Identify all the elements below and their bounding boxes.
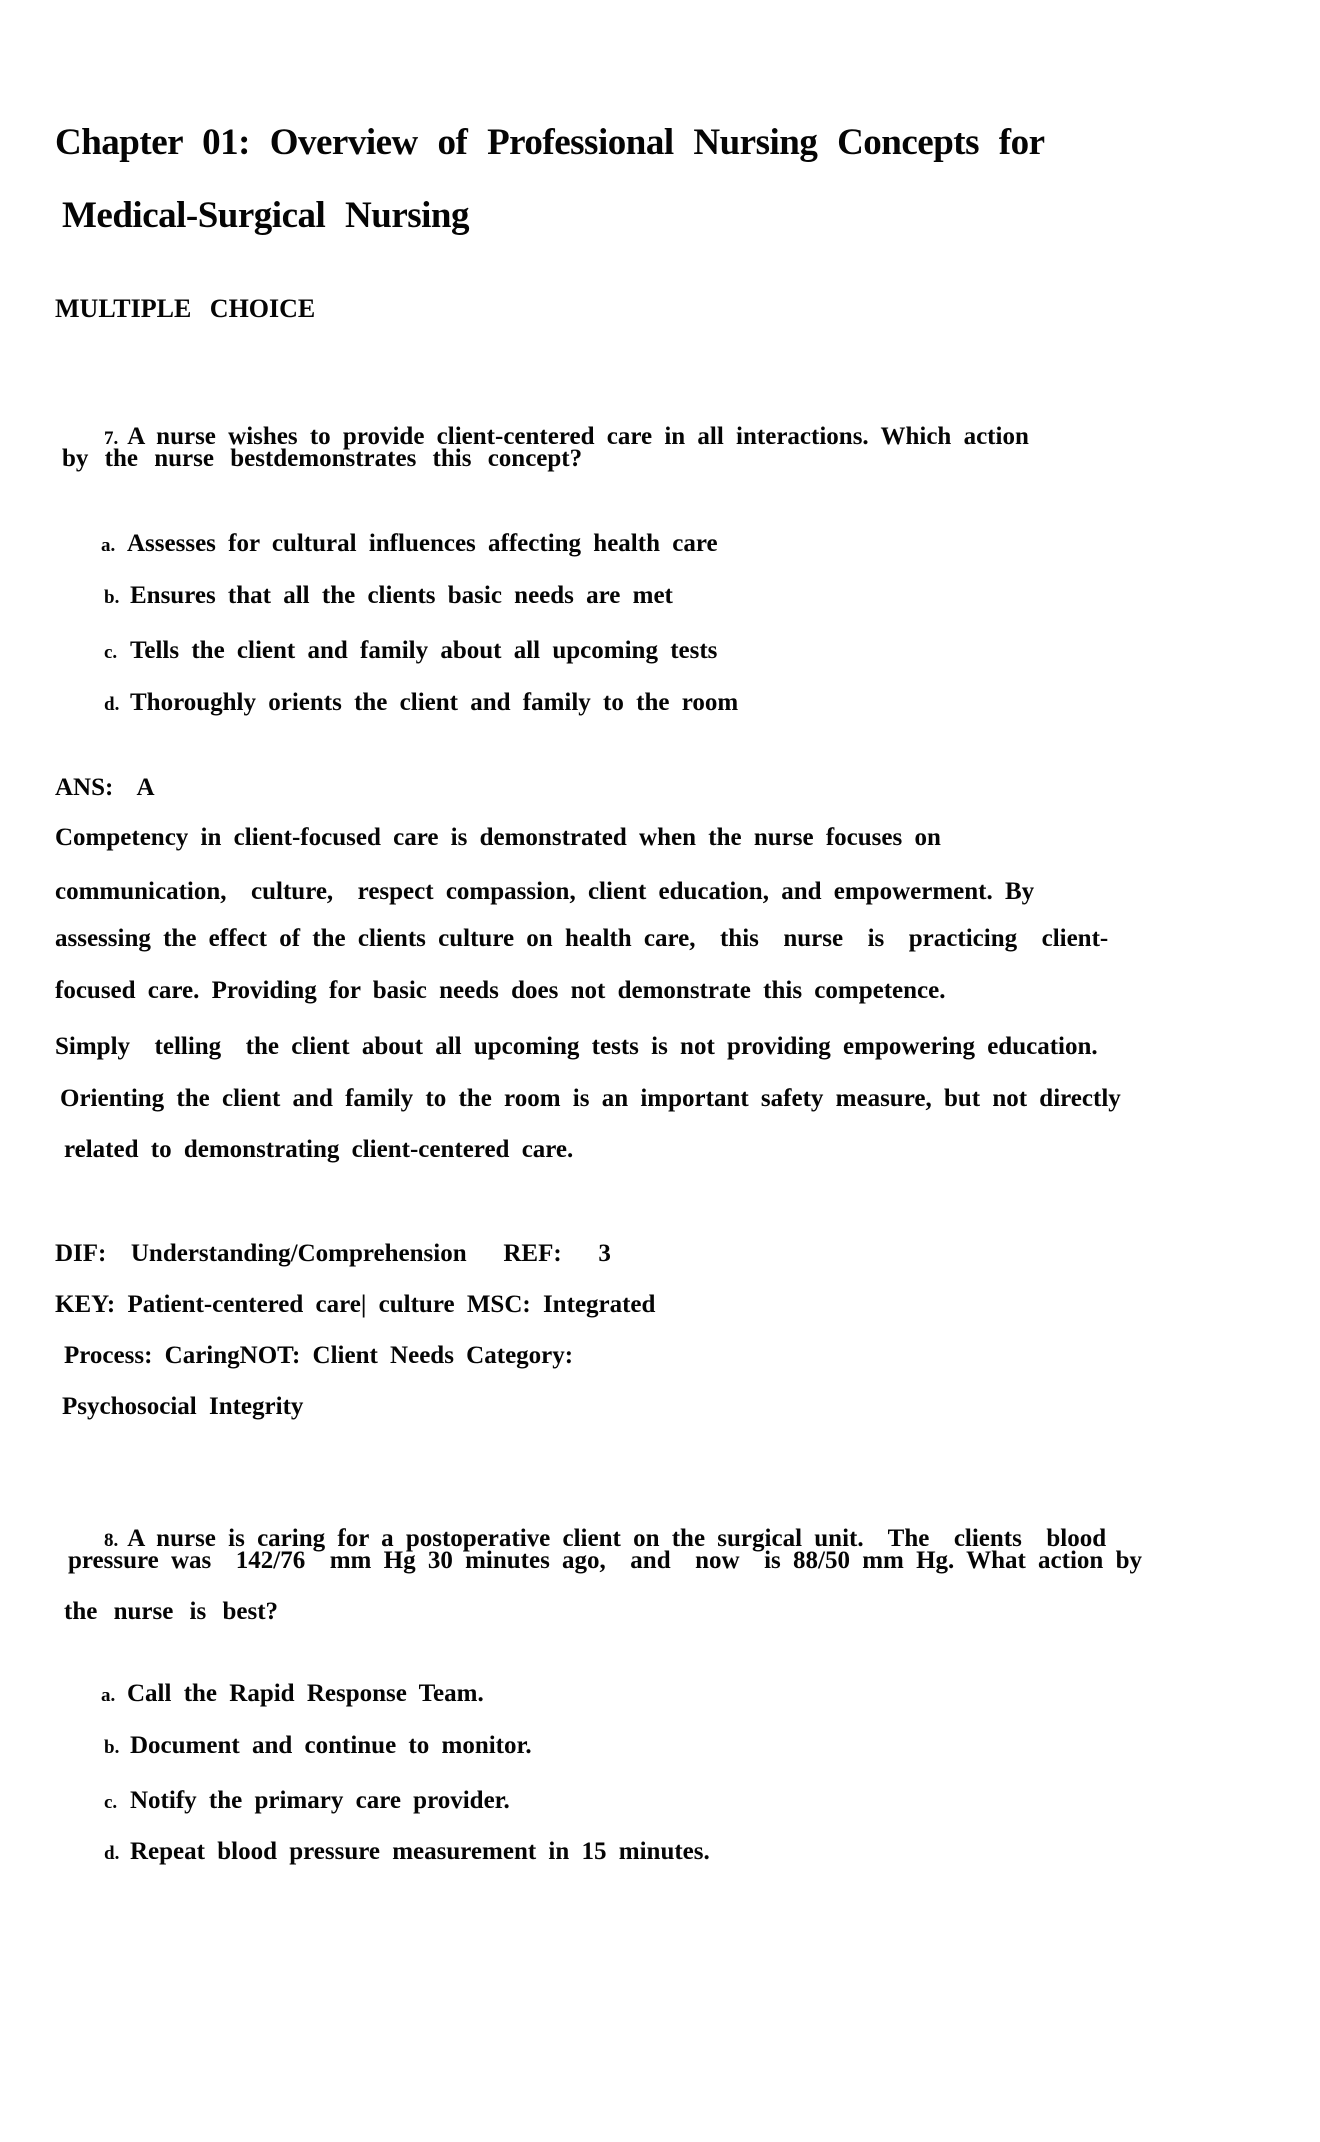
question-8-option-a-text: Call the Rapid Response Team. [127, 1680, 484, 1707]
question-8-option-d-letter: d. [104, 1843, 120, 1864]
question-8-stem-line-2: pressure was 142/76 mm Hg 30 minutes ago, and now is 88/50 mm Hg. What action by [68, 1547, 1142, 1574]
question-7-stem-text-1: A nurse wishes to provide client-centered care in all interactions. Which action [127, 423, 1029, 450]
question-8-number: 8. [104, 1530, 119, 1551]
question-7-client-needs-line: Psychosocial Integrity [62, 1393, 304, 1420]
question-8-option-d-text: Repeat blood pressure measurement in 15 minutes. [130, 1838, 710, 1865]
question-8-option-b-text: Document and continue to monitor. [130, 1732, 532, 1759]
question-8-stem-line-3: the nurse is best? [64, 1598, 279, 1625]
question-7-key-msc-line: KEY: Patient-centered care| culture MSC: Integrated [55, 1291, 656, 1318]
question-8-stem-text-1: A nurse is caring for a postoperative client on the surgical unit. The clients blood [127, 1525, 1107, 1552]
question-8-option-c-text: Notify the primary care provider. [130, 1787, 510, 1814]
question-8-option-a-letter: a. [101, 1685, 116, 1706]
question-7-option-c-letter: c. [104, 642, 118, 663]
question-7-rationale-line-1: Competency in client-focused care is demonstrated when the nurse focuses on [55, 824, 941, 851]
question-7-option-a-text: Assesses for cultural influences affecting health care [127, 530, 718, 557]
question-7-rationale-line-6: Orienting the client and family to the room is an important safety measure, but not directly [60, 1085, 1121, 1112]
question-7-rationale-line-4: focused care. Providing for basic needs does not demonstrate this competence. [55, 977, 946, 1004]
question-7-option-a-letter: a. [101, 535, 116, 556]
question-7-option-d [55, 658, 738, 750]
question-7-rationale-line-5: Simply telling the client about all upcoming tests is not providing empowering education. [55, 1033, 1098, 1060]
question-7-answer-line: ANS: A [55, 774, 155, 801]
question-7-process-not-line: Process: CaringNOT: Client Needs Category: [64, 1342, 574, 1369]
question-7-option-d-text: Thoroughly orients the client and family to the room [130, 689, 739, 716]
chapter-title-line-2: Medical-Surgical Nursing [62, 195, 470, 236]
question-8-option-b-letter: b. [104, 1737, 120, 1758]
question-7-dif-ref-line: DIF: Understanding/Comprehension REF: 3 [55, 1240, 611, 1267]
chapter-title-line-1: Chapter 01: Overview of Professional Nursing Concepts for [55, 122, 1045, 163]
question-8-option-d [55, 1807, 710, 1899]
question-7-option-c-text: Tells the client and family about all upcoming tests [130, 637, 718, 664]
question-7-rationale-line-3: assessing the effect of the clients culture on health care, this nurse is practicing client- [55, 925, 1109, 952]
question-7-option-b-text: Ensures that all the clients basic needs are met [130, 582, 673, 609]
question-7-rationale-line-2: communication, culture, respect compassion, client education, and empowerment. By [55, 878, 1035, 905]
question-7-option-b-letter: b. [104, 587, 120, 608]
question-7-option-d-letter: d. [104, 694, 120, 715]
section-heading: MULTIPLE CHOICE [55, 294, 316, 323]
question-7-number: 7. [104, 428, 119, 449]
question-7-rationale-line-7: related to demonstrating client-centered care. [64, 1136, 574, 1163]
question-8-option-c-letter: c. [104, 1792, 118, 1813]
question-7-stem-line-2: by the nurse bestdemonstrates this concept? [62, 445, 583, 472]
